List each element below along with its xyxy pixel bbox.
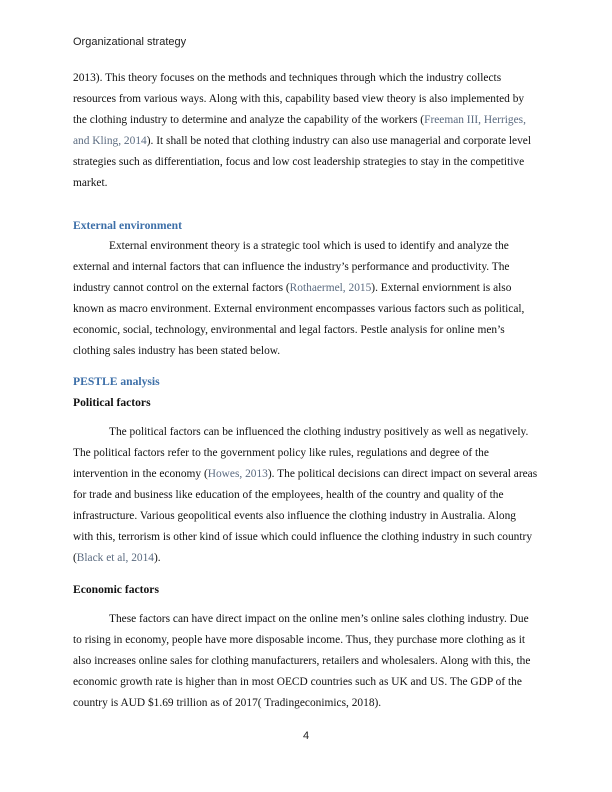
page-body <box>73 68 539 714</box>
paragraph-economic-factors: These factors can have direct impact on the online men’s online sales clothing industry. Due to rising in economy, people have more disposable income. Thus, they purchase more clothing as it also increases online sales for clothing manufacturers, retailers and wholesalers. Along with this, the economic growth rate is higher than in most OECD countries such as UK and US. The GDP of the country is AUD $1.69 trillion as of 2017( Tradingeconimics, 2018). <box>73 613 531 709</box>
citation: Black et al, 2014 <box>76 552 154 564</box>
paragraph-external-environment: External environment theory is a strategic tool which is used to identify and analyze the external and internal factors that can influence the industry’s performance and productivity. The industry cannot control on the external factors (Rothaermel, 2015). External enviornment is also known as macro environment. External environment encompasses various factors such as political, economic, social, technology, environmental and legal factors. Pestle analysis for online men’s clothing sales industry has been stated below. <box>73 240 525 357</box>
heading-external-environment: External environment <box>73 219 182 232</box>
citation: Rothaermel, 2015 <box>289 282 372 294</box>
paragraph-capability-theory: 2013). This theory focuses on the methods and techniques through which the industry collects resources from various ways. Along with this, capability based view theory is also implemented by the clothing industry to determine and analyze the capability of the workers (Freeman III, Herriges, and Kling, 2014). It shall be noted that clothing industry can also use managerial and corporate level strategies such as differentiation, focus and low cost leadership strategies to stay in the competitive market. <box>73 72 532 189</box>
heading-pestle-analysis: PESTLE analysis <box>73 375 160 388</box>
citation: Howes, 2013 <box>207 468 268 480</box>
heading-economic-factors: Economic factors <box>73 583 159 596</box>
running-header: Organizational strategy <box>73 36 187 48</box>
heading-political-factors: Political factors <box>73 396 151 409</box>
page-number: 4 <box>302 730 310 742</box>
paragraph-political-factors: The political factors can be influenced the clothing industry positively as well as negatively. The political factors refer to the government policy like rules, regulations and degree of the intervention in the economy (Howes, 2013). The political decisions can direct impact on several areas for trade and business like education of the employees, health of the country and quality of the infrastructure. Various geopolitical events also influence the clothing industry in Australia. Along with this, terrorism is other kind of issue which could influence the clothing industry in such country (Black et al, 2014). <box>73 426 538 564</box>
citation: Freeman III, Herriges, and Kling, 2014 <box>73 114 526 147</box>
